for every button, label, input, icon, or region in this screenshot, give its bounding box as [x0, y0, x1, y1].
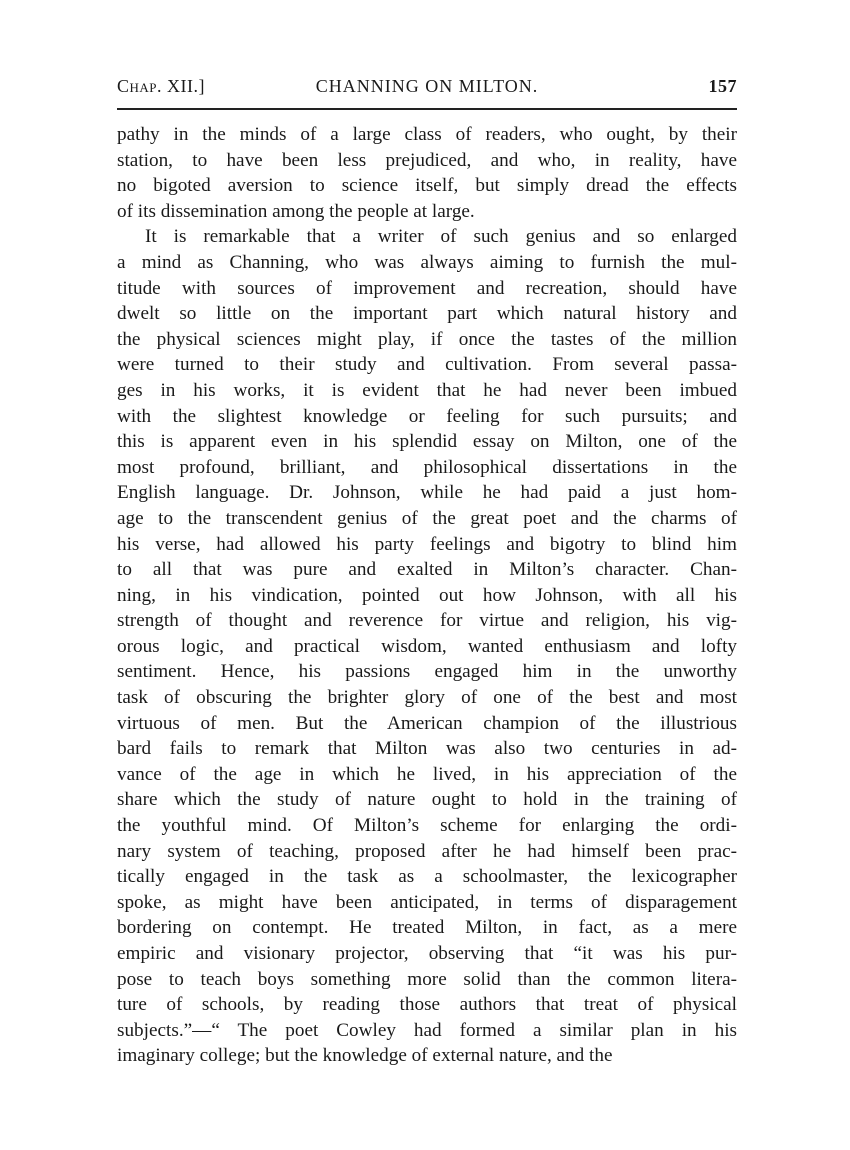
text-line: English language. Dr. Johnson, while he had paid a just hom- — [117, 482, 737, 504]
book-page — [117, 72, 737, 1069]
text-line: tically engaged in the task as a schoolmaster, the lexicographer — [117, 866, 737, 888]
text-line: pathy in the minds of a large class of readers, who ought, by their — [117, 124, 737, 145]
text-line: were turned to their study and cultivation. From several passa- — [117, 354, 737, 376]
text-line: vance of the age in which he lived, in his appreciation of the — [117, 763, 737, 785]
text-line: of its dissemination among the people at large. — [117, 200, 475, 222]
text-line: the youthful mind. Of Milton’s scheme for enlarging the ordi- — [117, 815, 737, 837]
text-line: It is remarkable that a writer of such genius and so enlarged — [145, 226, 737, 248]
text-line: spoke, as might have been anticipated, in terms of disparagement — [117, 891, 737, 913]
text-line: share which the study of nature ought to hold in the training of — [117, 789, 737, 811]
text-line: nary system of teaching, proposed after he had himself been prac- — [117, 840, 737, 862]
text-line: sentiment. Hence, his passions engaged him in the unworthy — [117, 661, 737, 683]
text-line: the physical sciences might play, if once the tastes of the million — [117, 328, 737, 350]
paragraph — [117, 122, 737, 224]
text-line: ning, in his vindication, pointed out how Johnson, with all his — [117, 584, 737, 606]
text-line: titude with sources of improvement and recreation, should have — [117, 277, 737, 299]
text-line: orous logic, and practical wisdom, wanted enthusiasm and lofty — [117, 635, 737, 657]
text-line: ges in his works, it is evident that he had never been imbued — [117, 379, 737, 401]
text-line: age to the transcendent genius of the great poet and the charms of — [117, 507, 737, 529]
page-number: 157 — [708, 76, 737, 96]
text-line: strength of thought and reverence for virtue and religion, his vig- — [117, 610, 737, 632]
chapter-label: Chap. XII.] — [117, 76, 205, 96]
text-line: bordering on contempt. He treated Milton, in fact, as a mere — [117, 917, 737, 939]
text-line: dwelt so little on the important part which natural history and — [117, 303, 737, 325]
text-line: with the slightest knowledge or feeling for such pursuits; and — [117, 405, 737, 427]
text-line: most profound, brilliant, and philosophical dissertations in the — [117, 456, 737, 478]
page-title: CHANNING ON MILTON. — [315, 76, 539, 96]
text-line: no bigoted aversion to science itself, but simply dread the effects — [117, 175, 737, 197]
text-line: imaginary college; but the knowledge of external nature, and the — [117, 1045, 613, 1067]
text-line: his verse, had allowed his party feelings and bigotry to blind him — [117, 533, 737, 555]
text-line: to all that was pure and exalted in Milton’s character. Chan- — [117, 559, 737, 581]
text-line: pose to teach boys something more solid than the common litera- — [117, 968, 737, 990]
text-line: bard fails to remark that Milton was also two centuries in ad- — [117, 738, 737, 760]
running-head — [117, 72, 737, 100]
text-line: ture of schools, by reading those authors that treat of physical — [117, 994, 737, 1016]
text-line: empiric and visionary projector, observing that “it was his pur- — [117, 943, 737, 964]
paragraph — [117, 224, 737, 1069]
body-text — [117, 122, 737, 1069]
text-line: subjects.”—“ The poet Cowley had formed a similar plan in his — [117, 1019, 737, 1041]
text-line: task of obscuring the brighter glory of one of the best and most — [117, 687, 737, 709]
text-line: virtuous of men. But the American champion of the illustrious — [117, 712, 737, 734]
text-line: this is apparent even in his splendid essay on Milton, one of the — [117, 431, 737, 453]
text-line: a mind as Channing, who was always aiming to furnish the mul- — [117, 251, 737, 273]
header-rule — [117, 108, 737, 110]
text-line: station, to have been less prejudiced, and who, in reality, have — [117, 149, 737, 171]
